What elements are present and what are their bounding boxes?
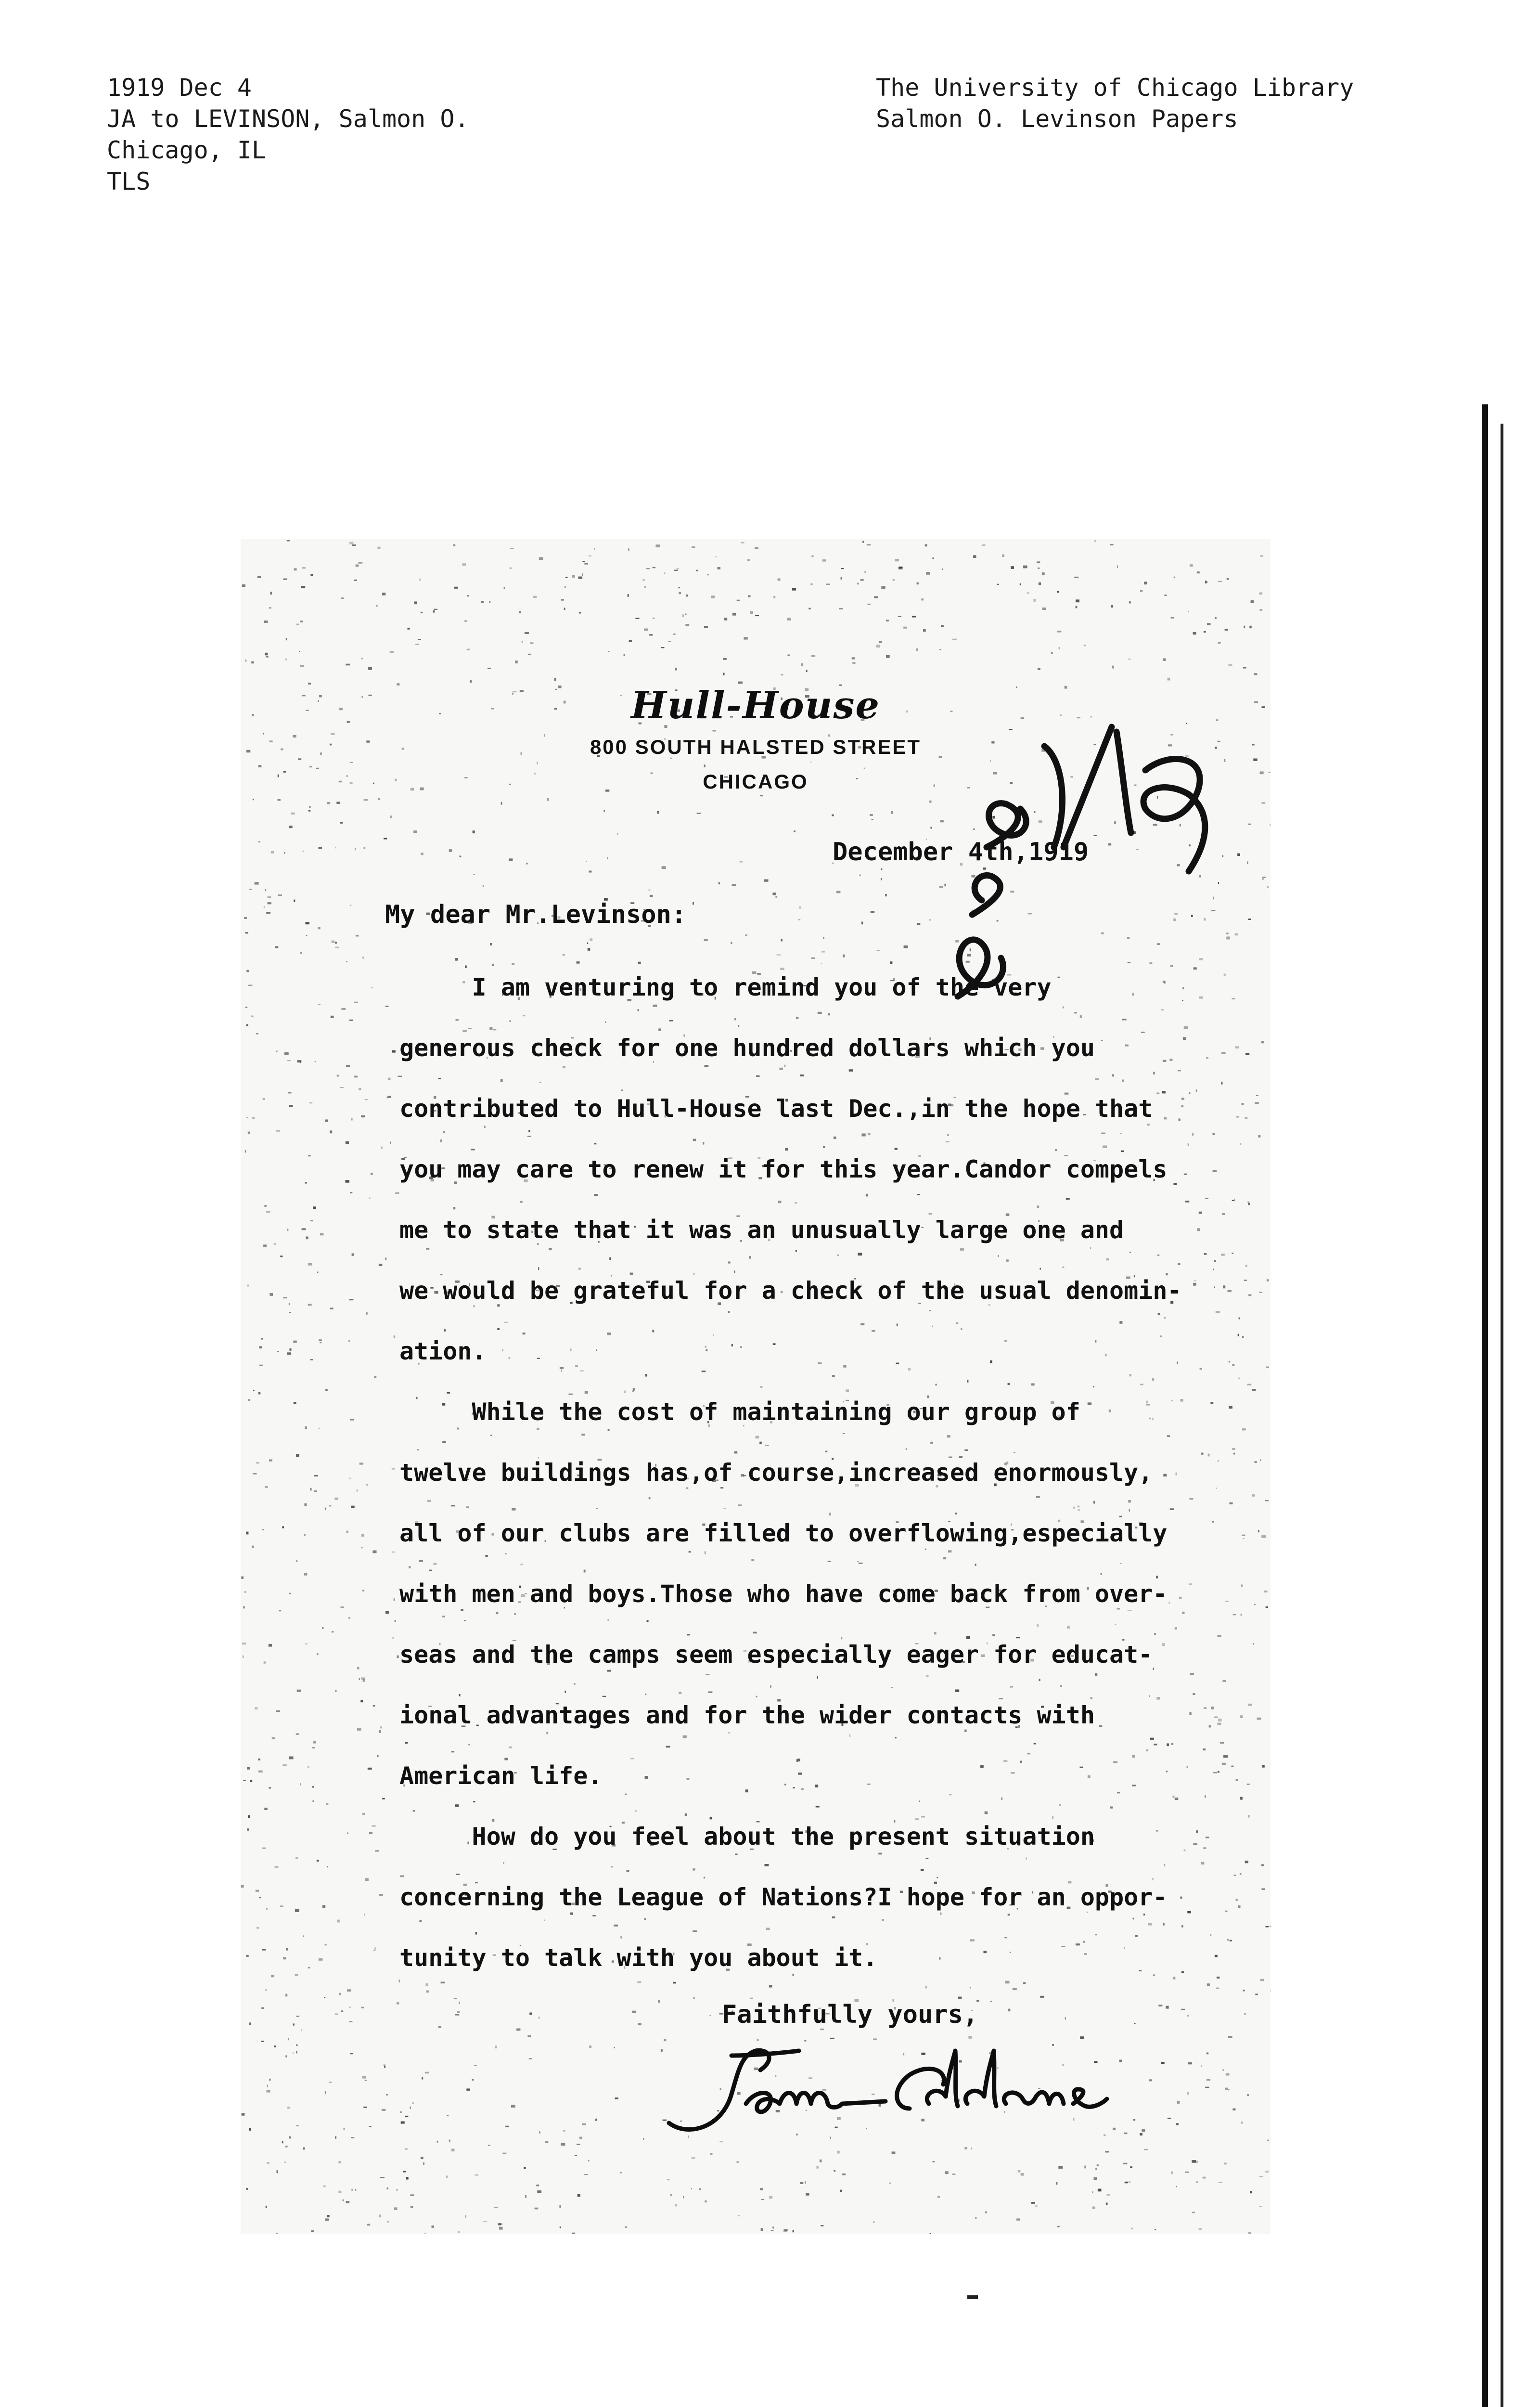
archive-header-right — [876, 72, 1354, 135]
body-line: concerning the League of Nations?I hope for an oppor- — [399, 1883, 1168, 1911]
body-line: tunity to talk with you about it. — [399, 1944, 878, 1972]
letter-date: December 4th,1919 — [833, 838, 1089, 867]
letter-sheet — [241, 539, 1270, 2234]
letter-body — [399, 957, 1227, 1988]
handwritten-signature — [659, 2036, 1141, 2142]
scan-edge-line-secondary — [1501, 424, 1503, 2407]
header-date-line: 1919 Dec 4 — [107, 74, 252, 102]
body-line: American life. — [399, 1762, 603, 1790]
header-place-line: Chicago, IL — [107, 136, 267, 164]
letterhead-name: Hull-House — [630, 684, 880, 727]
header-correspondents-line: JA to LEVINSON, Salmon O. — [107, 105, 469, 133]
letter-salutation: My dear Mr.Levinson: — [385, 900, 687, 929]
header-library-line: The University of Chicago Library — [876, 74, 1354, 102]
header-type-line: TLS — [107, 168, 151, 195]
body-line: generous check for one hundred dollars which you — [399, 1034, 1095, 1062]
scan-mark — [967, 2295, 978, 2299]
body-line: ional advantages and for the wider contacts with — [399, 1701, 1095, 1729]
body-line: ation. — [399, 1337, 487, 1365]
scan-edge-line — [1482, 404, 1488, 2407]
body-line: me to state that it was an unusually large one and — [399, 1216, 1124, 1244]
body-line: How do you feel about the present situation — [399, 1823, 1095, 1851]
body-line: I am venturing to remind you of the very — [399, 973, 1052, 1001]
letterhead-street: 800 SOUTH HALSTED STREET — [590, 736, 922, 758]
letterhead-city: CHICAGO — [703, 770, 808, 793]
body-line: you may care to renew it for this year.Candor compels — [399, 1155, 1168, 1183]
archive-header-left — [107, 72, 469, 197]
body-line: While the cost of maintaining our group of — [399, 1398, 1080, 1426]
letter-closing: Faithfully yours, — [722, 2000, 978, 2029]
body-line: twelve buildings has,of course,increased enormously, — [399, 1459, 1153, 1487]
body-line: seas and the camps seem especially eager for educat- — [399, 1641, 1153, 1669]
body-line: all of our clubs are filled to overflowing,especially — [399, 1519, 1168, 1547]
body-line: we would be grateful for a check of the usual denomin- — [399, 1277, 1182, 1305]
header-collection-line: Salmon O. Levinson Papers — [876, 105, 1238, 133]
body-line: contributed to Hull-House last Dec.,in the hope that — [399, 1095, 1153, 1123]
body-line: with men and boys.Those who have come back from over- — [399, 1580, 1168, 1608]
